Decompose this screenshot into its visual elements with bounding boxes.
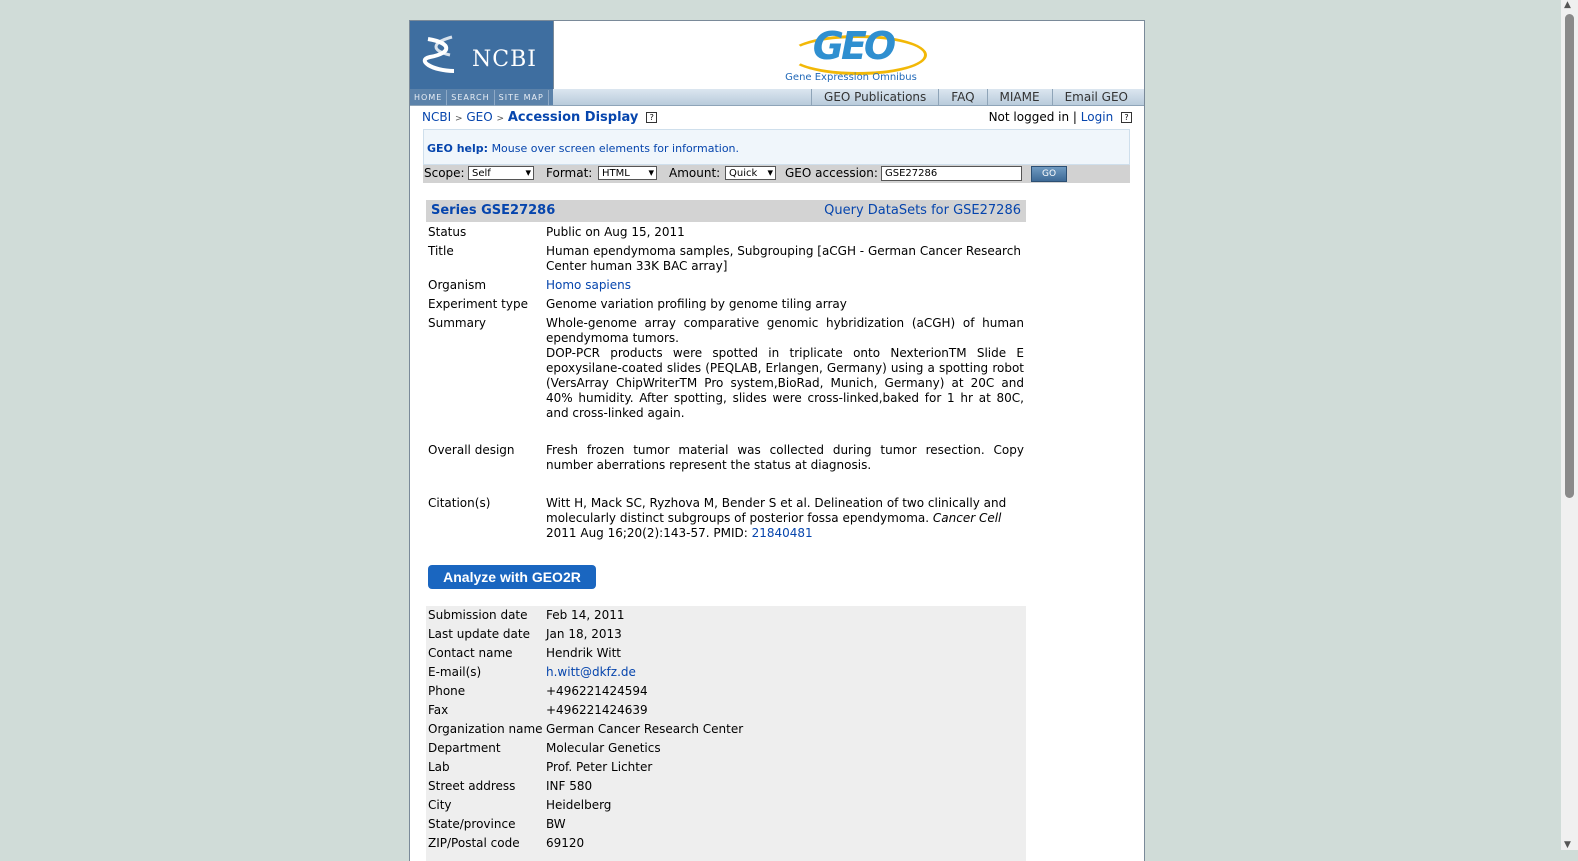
scroll-up-icon[interactable]: ▲: [1564, 0, 1571, 10]
contact-row-label: Lab: [428, 760, 450, 774]
contact-row: [428, 608, 625, 622]
login-separator: |: [1072, 110, 1077, 124]
scrollbar-thumb[interactable]: [1565, 14, 1574, 498]
breadcrumb-separator: >: [454, 114, 463, 124]
nav-site-map[interactable]: SITE MAP: [495, 90, 549, 106]
summary-paragraph: Whole-genome array comparative genomic hybridization (aCGH) of human ependymoma tumors.: [546, 316, 1024, 345]
nav-email-geo[interactable]: Email GEO: [1052, 89, 1144, 105]
help-icon[interactable]: ?: [1121, 112, 1132, 123]
contact-row: [428, 836, 585, 850]
pmid-link[interactable]: 21840481: [751, 526, 813, 540]
experiment-type-value: Genome variation profiling by genome tiling array: [546, 297, 847, 311]
contact-row-label: Organization name: [428, 722, 543, 736]
geo-help-label: GEO help:: [427, 142, 489, 155]
scope-select[interactable]: Self ▾: [468, 166, 534, 180]
ncbi-logo[interactable]: [410, 21, 554, 90]
organism-link[interactable]: Homo sapiens: [546, 278, 632, 292]
summary-label: Summary: [428, 316, 486, 330]
contact-row: [428, 646, 622, 660]
nav-geo-publications[interactable]: GEO Publications: [811, 89, 938, 105]
contact-row: [428, 627, 622, 641]
geo-help-text: Mouse over screen elements for information.: [491, 142, 740, 155]
geo-help-box: [423, 129, 1130, 165]
login-status: Not logged in: [988, 110, 1070, 124]
contact-row-label: Department: [428, 741, 501, 755]
contact-row-value: +496221424594: [546, 684, 648, 698]
contact-row-value: 69120: [546, 836, 585, 850]
format-label: Format:: [546, 166, 593, 180]
contact-row: [428, 741, 661, 755]
geo-nav: [811, 89, 1144, 105]
citation-label: Citation(s): [428, 496, 491, 510]
ncbi-logo-text: NCBI: [472, 47, 537, 72]
accession-form: [423, 165, 1130, 183]
go-button[interactable]: GO: [1031, 166, 1067, 182]
scrollbar[interactable]: [1561, 0, 1578, 850]
contact-row: [428, 817, 566, 831]
contact-row: [428, 760, 653, 774]
contact-row: [428, 779, 593, 793]
citation-value: [546, 496, 1024, 541]
status-value: Public on Aug 15, 2011: [546, 225, 685, 239]
contact-row: [428, 665, 636, 679]
top-navbar: [410, 89, 1144, 106]
geo-logo-word: GEO: [812, 24, 894, 68]
title-value: Human ependymoma samples, Subgrouping [aCGH - German Cancer Research Center human 33K BAC array]: [546, 244, 1021, 273]
contact-row-value: Prof. Peter Lichter: [546, 760, 653, 774]
contact-row-label: Fax: [428, 703, 449, 717]
contact-row-label: E-mail(s): [428, 665, 482, 679]
geo-logo[interactable]: [553, 21, 1144, 89]
series-title: Series GSE27286: [431, 203, 556, 218]
breadcrumb: [422, 110, 657, 125]
login-area: [989, 110, 1132, 124]
contact-row-value: Feb 14, 2011: [546, 608, 625, 622]
dna-icon: [422, 33, 462, 77]
analyze-geo2r-button[interactable]: Analyze with GEO2R: [428, 565, 596, 589]
summary-paragraph: DOP-PCR products were spotted in triplicate onto NexterionTM Slide E epoxysilane-coated slides (PEQLAB, Erlangen, Germany) using a spotting robot (VersArray ChipWriterTM Pro system,BioRad, Munich, Germany) at 20C and 40% humidity. After spotting, slides were cross-linked,baked for 1 hr at 80C, and cross-linked again.: [546, 346, 1024, 420]
breadcrumb-separator: >: [496, 114, 505, 124]
scroll-down-icon[interactable]: ▼: [1564, 840, 1571, 850]
contact-row-value: BW: [546, 817, 566, 831]
contact-row-label: Street address: [428, 779, 516, 793]
login-link[interactable]: Login: [1080, 110, 1114, 124]
title-label: Title: [428, 244, 454, 258]
contact-row: [428, 684, 648, 698]
summary-value: [546, 316, 1024, 421]
ncbi-nav: [410, 89, 553, 105]
email-link[interactable]: h.witt@dkfz.de: [546, 665, 636, 679]
nav-miame[interactable]: MIAME: [987, 89, 1052, 105]
breadcrumb-geo[interactable]: GEO: [466, 110, 493, 124]
contact-row-label: State/province: [428, 817, 516, 831]
contact-row-value: Jan 18, 2013: [546, 627, 622, 641]
overall-design-label: Overall design: [428, 443, 515, 457]
amount-label: Amount:: [669, 166, 721, 180]
contact-row-value: +496221424639: [546, 703, 648, 717]
citation-text: Witt H, Mack SC, Ryzhova M, Bender S et al. Delineation of two clinically and molecularly distinct subgroups of posterior fossa ependymoma.: [546, 496, 1007, 525]
query-datasets-link[interactable]: Query DataSets for GSE27286: [824, 203, 1021, 218]
accession-input[interactable]: GSE27286: [881, 166, 1022, 181]
status-label: Status: [428, 225, 467, 239]
contact-row-value: German Cancer Research Center: [546, 722, 744, 736]
amount-select[interactable]: Quick ▾: [725, 166, 776, 180]
contact-row-label: Contact name: [428, 646, 513, 660]
format-select[interactable]: HTML ▾: [598, 166, 657, 180]
citation-journal: Cancer Cell: [932, 511, 1002, 525]
contact-row: [428, 722, 744, 736]
contact-row-label: Last update date: [428, 627, 530, 641]
nav-search[interactable]: SEARCH: [447, 90, 494, 106]
series-header: [426, 200, 1026, 222]
scope-label: Scope:: [424, 166, 465, 180]
nav-faq[interactable]: FAQ: [938, 89, 986, 105]
contact-row-value: INF 580: [546, 779, 593, 793]
geo-logo-subtitle: Gene Expression Omnibus: [785, 72, 917, 83]
citation-ref: 2011 Aug 16;20(2):143-57. PMID:: [546, 526, 748, 540]
contact-row-label: ZIP/Postal code: [428, 836, 520, 850]
contact-row-label: City: [428, 798, 452, 812]
contact-row-value: Hendrik Witt: [546, 646, 622, 660]
contact-row-label: Submission date: [428, 608, 528, 622]
accession-label: GEO accession:: [785, 166, 878, 180]
contact-row-value: Molecular Genetics: [546, 741, 661, 755]
breadcrumb-current: Accession Display: [507, 110, 639, 125]
contact-row-label: Phone: [428, 684, 466, 698]
organism-label: Organism: [428, 278, 487, 292]
breadcrumb-ncbi[interactable]: NCBI: [422, 110, 452, 124]
experiment-type-label: Experiment type: [428, 297, 528, 311]
overall-design-value: Fresh frozen tumor material was collected during tumor resection. Copy number aberrations represent the status at diagnosis.: [546, 443, 1024, 472]
contact-row: [428, 798, 612, 812]
page-container: [409, 20, 1145, 861]
nav-home[interactable]: HOME: [410, 90, 447, 106]
contact-row-value: Heidelberg: [546, 798, 612, 812]
contact-row: [428, 703, 648, 717]
help-icon[interactable]: ?: [646, 112, 657, 123]
